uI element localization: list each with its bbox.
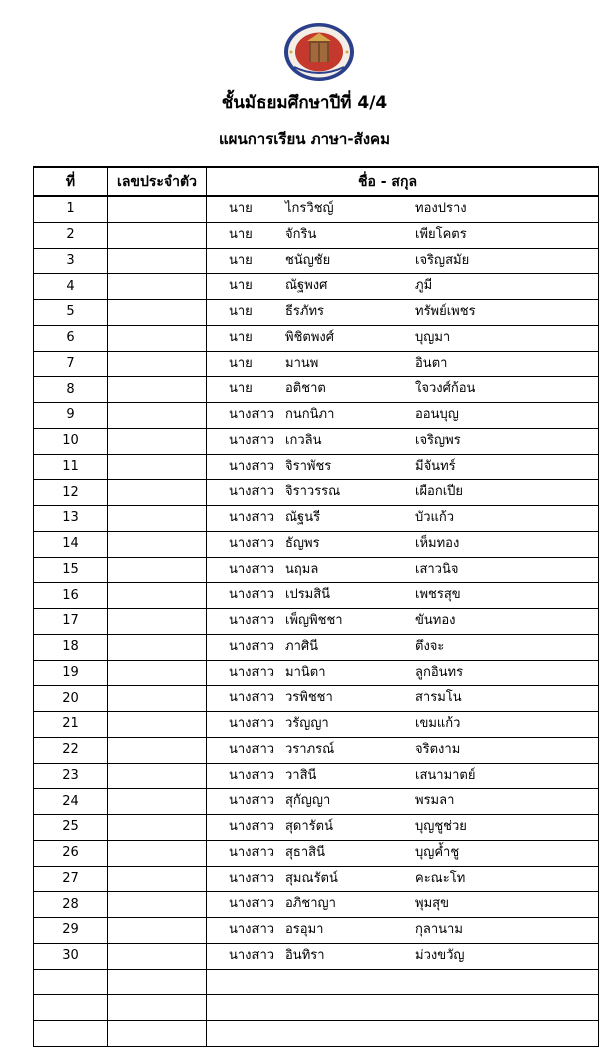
first-name: กนกนิภา [285,407,335,422]
last-name: ลูกอินทร [415,664,464,680]
row-number: 17 [34,609,108,635]
first-name: เกวลิน [285,432,322,448]
student-id-cell [108,918,207,944]
row-number: 29 [34,918,108,944]
table-row [34,943,599,969]
row-number: 6 [34,325,108,351]
first-name: วรัญญา [285,716,329,731]
last-name: เพียโคตร [415,226,467,242]
last-name: เสาวนิจ [415,561,459,577]
row-number: 24 [34,789,108,815]
student-name-cell [207,763,599,789]
name-prefix: นางสาว [229,664,275,680]
first-name: จิราพัชร [285,458,332,474]
last-name: เสนามาตย์ [415,767,476,783]
row-number: 28 [34,892,108,918]
student-name-cell [207,815,599,841]
first-name: สุดารัตน์ [285,819,333,834]
last-name: พุมสุข [415,896,449,912]
name-prefix: นางสาว [229,819,275,834]
first-name: วรพิชชา [285,690,333,706]
last-name: บุญมา [415,329,451,345]
name-prefix: นาย [229,381,253,397]
last-name: เพชรสุข [415,587,461,603]
name-prefix: นางสาว [229,767,275,783]
name-prefix: นางสาว [229,896,275,912]
student-id-cell [108,995,207,1021]
last-name: ตึงจะ [415,638,445,654]
last-name: ทองปราง [415,201,467,216]
student-name-cell [207,531,599,557]
student-id-cell [108,454,207,480]
name-prefix: นางสาว [229,484,275,500]
last-name: ขันทอง [415,613,456,628]
first-name: นฤมล [285,561,319,577]
first-name: อภิชาญา [285,896,336,912]
row-number: 7 [34,351,108,377]
student-id-cell [108,300,207,326]
last-name: บุญชูช่วย [415,819,467,834]
name-prefix: นางสาว [229,793,275,809]
student-id-cell [108,634,207,660]
table-row [34,454,599,480]
first-name: ไกรวิชญ์ [285,201,334,216]
table-row [34,480,599,506]
student-name-cell [207,943,599,969]
student-name-cell [207,454,599,480]
row-number: 22 [34,737,108,763]
student-name-cell [207,634,599,660]
last-name: เขมแก้ว [415,716,461,731]
row-number: 27 [34,866,108,892]
name-prefix: นางสาว [229,870,275,886]
table-row [34,892,599,918]
name-prefix: นางสาว [229,922,275,937]
row-number: 30 [34,943,108,969]
student-roster-table [33,166,599,1047]
student-name-cell [207,583,599,609]
student-name-cell [207,300,599,326]
student-name-cell [207,686,599,712]
first-name: ณัฐพงศ [285,278,328,294]
student-id-cell [108,222,207,248]
table-row [34,377,599,403]
name-prefix: นางสาว [229,638,275,654]
table-row [34,583,599,609]
last-name: บัวแก้ว [415,510,455,525]
table-row [34,840,599,866]
student-id-cell [108,815,207,841]
student-name-cell [207,196,599,222]
table-row [34,300,599,326]
last-name: ม่วงขวัญ [415,947,465,963]
row-number [34,995,108,1021]
roster-body [34,196,599,1046]
name-prefix: นางสาว [229,613,275,628]
table-row [34,918,599,944]
student-id-cell [108,892,207,918]
name-prefix: นาย [229,304,253,319]
first-name: อติชาต [285,381,326,397]
first-name: มานิตา [285,664,326,680]
table-row [34,325,599,351]
table-row [34,995,599,1021]
first-name: จิราวรรณ [285,484,341,500]
table-row [34,686,599,712]
school-seal-icon [282,22,356,82]
student-id-cell [108,840,207,866]
column-header-no: ที่ [34,167,108,196]
table-row [34,428,599,454]
student-id-cell [108,1021,207,1047]
row-number: 11 [34,454,108,480]
name-prefix: นางสาว [229,458,275,474]
last-name: ออนบุญ [415,407,459,422]
last-name: สารมโน [415,690,462,706]
last-name: ใจวงศ์ก้อน [415,381,476,397]
table-row [34,274,599,300]
student-name-cell [207,712,599,738]
first-name: วราภรณ์ [285,741,335,757]
student-id-cell [108,377,207,403]
student-name-cell [207,1021,599,1047]
name-prefix: นาย [229,278,253,294]
name-prefix: นางสาว [229,510,275,525]
student-id-cell [108,686,207,712]
first-name: อรอุมา [285,922,324,937]
row-number: 18 [34,634,108,660]
table-row [34,403,599,429]
table-row [34,248,599,274]
row-number: 26 [34,840,108,866]
row-number: 3 [34,248,108,274]
student-id-cell [108,531,207,557]
row-number: 25 [34,815,108,841]
name-prefix: นางสาว [229,741,275,757]
name-prefix: นางสาว [229,407,275,422]
student-id-cell [108,428,207,454]
last-name: เจริญสมัย [415,252,470,268]
student-id-cell [108,196,207,222]
student-name-cell [207,918,599,944]
student-id-cell [108,866,207,892]
student-id-cell [108,274,207,300]
name-prefix: นางสาว [229,947,275,963]
row-number: 4 [34,274,108,300]
row-number: 5 [34,300,108,326]
first-name: เพ็ญพิชชา [285,613,343,628]
table-row [34,815,599,841]
first-name: สุกัญญา [285,793,331,809]
name-prefix: นาย [229,201,253,216]
row-number: 9 [34,403,108,429]
row-number [34,1021,108,1047]
student-id-cell [108,506,207,532]
row-number: 10 [34,428,108,454]
table-row [34,609,599,635]
student-name-cell [207,609,599,635]
page-title: ชั้นมัธยมศึกษาปีที่ 4/4 [221,93,388,113]
last-name: คะณะโท [415,870,466,886]
last-name: ทรัพย์เพชร [415,304,476,319]
student-name-cell [207,480,599,506]
last-name: ภูมี [415,278,433,294]
student-id-cell [108,660,207,686]
last-name: อินตา [415,355,448,371]
student-id-cell [108,609,207,635]
row-number: 1 [34,196,108,222]
name-prefix: นางสาว [229,690,275,706]
last-name: เห็มทอง [415,535,460,551]
first-name: ณัฐนรี [285,510,321,525]
name-prefix: นาย [229,252,253,268]
first-name: พิชิตพงศ์ [285,329,335,345]
column-header-name: ชื่อ - สกุล [207,167,599,196]
student-name-cell [207,892,599,918]
page-subtitle: แผนการเรียน ภาษา-สังคม [219,130,390,148]
student-id-cell [108,351,207,377]
student-name-cell [207,428,599,454]
student-name-cell [207,789,599,815]
table-row [34,222,599,248]
student-name-cell [207,866,599,892]
first-name: มานพ [285,355,319,371]
table-row [34,737,599,763]
last-name: เผือกเปีย [415,484,464,500]
student-name-cell [207,840,599,866]
student-name-cell [207,351,599,377]
table-row [34,634,599,660]
student-name-cell [207,660,599,686]
last-name: พรมลา [415,793,455,809]
student-name-cell [207,325,599,351]
row-number: 21 [34,712,108,738]
student-name-cell [207,222,599,248]
first-name: สุธาสินี [285,844,325,860]
student-name-cell [207,969,599,995]
student-name-cell [207,274,599,300]
table-row [34,969,599,995]
first-name: ภาศินี [285,638,319,654]
student-id-cell [108,403,207,429]
student-name-cell [207,506,599,532]
table-row [34,351,599,377]
student-id-cell [108,557,207,583]
student-name-cell [207,248,599,274]
table-row [34,866,599,892]
row-number: 19 [34,660,108,686]
student-id-cell [108,737,207,763]
student-id-cell [108,712,207,738]
student-id-cell [108,969,207,995]
student-id-cell [108,789,207,815]
table-row [34,1021,599,1047]
row-number: 16 [34,583,108,609]
first-name: สุมณรัตน์ [285,870,338,886]
first-name: ธัญพร [285,535,320,551]
table-row [34,531,599,557]
last-name: บุญค้ำชู [415,844,460,860]
row-number: 2 [34,222,108,248]
first-name: ชนัญชัย [285,252,331,268]
student-name-cell [207,377,599,403]
student-name-cell [207,403,599,429]
last-name: กุลานาม [415,922,463,937]
table-row [34,660,599,686]
table-row [34,789,599,815]
first-name: วาสินี [285,767,317,783]
name-prefix: นางสาว [229,432,275,448]
table-row [34,712,599,738]
student-name-cell [207,737,599,763]
table-row [34,763,599,789]
table-row [34,506,599,532]
last-name: เจริญพร [415,432,461,448]
student-id-cell [108,248,207,274]
table-header-row [34,167,599,196]
student-name-cell [207,995,599,1021]
student-name-cell [207,557,599,583]
name-prefix: นาย [229,226,253,242]
name-prefix: นาย [229,329,253,345]
first-name: อินทิรา [285,947,325,963]
student-id-cell [108,480,207,506]
name-prefix: นาย [229,355,253,371]
row-number: 20 [34,686,108,712]
student-id-cell [108,583,207,609]
name-prefix: นางสาว [229,587,275,603]
row-number: 23 [34,763,108,789]
row-number: 15 [34,557,108,583]
last-name: จริตงาม [415,741,461,757]
student-id-cell [108,325,207,351]
first-name: ธีรภัทร [285,304,325,319]
student-id-cell [108,763,207,789]
first-name: เปรมสินี [285,587,331,603]
column-header-student-id: เลขประจำตัว [108,167,207,196]
table-row [34,196,599,222]
row-number: 8 [34,377,108,403]
table-row [34,557,599,583]
row-number: 13 [34,506,108,532]
row-number [34,969,108,995]
first-name: จักริน [285,226,317,242]
student-id-cell [108,943,207,969]
name-prefix: นางสาว [229,716,275,731]
row-number: 14 [34,531,108,557]
row-number: 12 [34,480,108,506]
name-prefix: นางสาว [229,561,275,577]
name-prefix: นางสาว [229,844,275,860]
name-prefix: นางสาว [229,535,275,551]
last-name: มีจันทร์ [415,458,456,474]
